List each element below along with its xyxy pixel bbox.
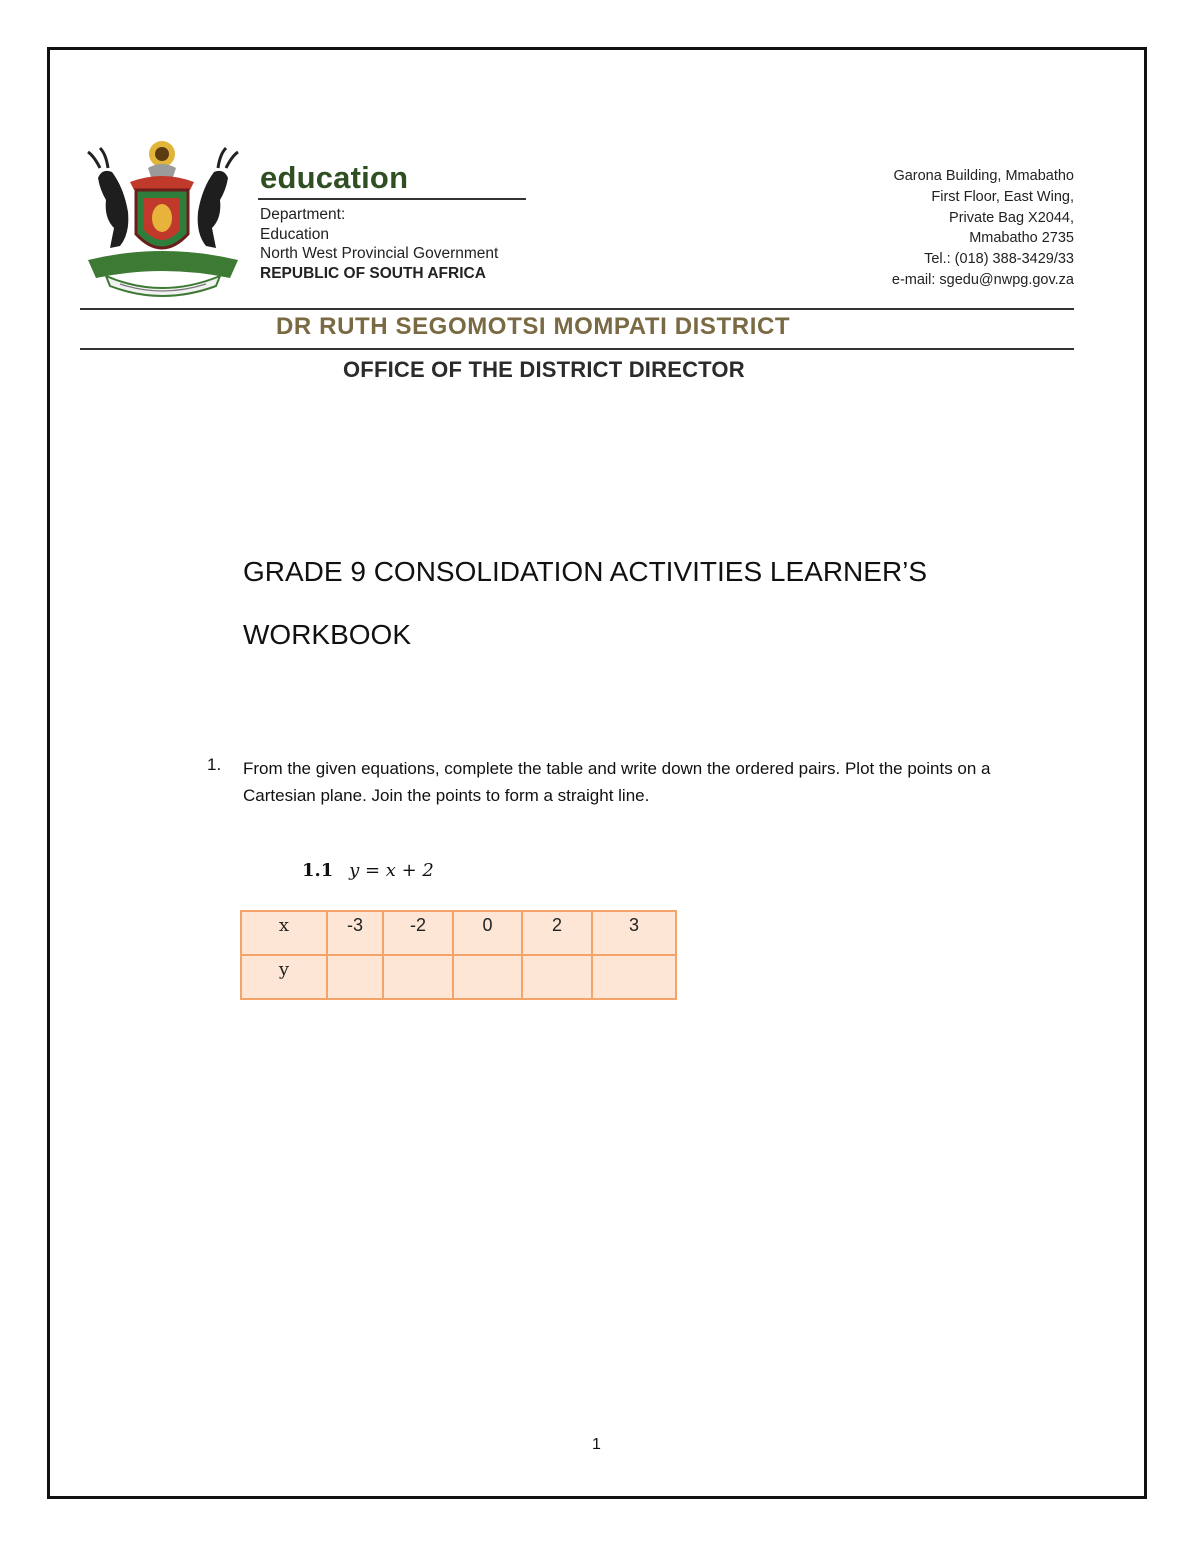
address-line: Private Bag X2044, [949,209,1074,226]
department-block [260,205,498,283]
row-label-y: y [241,955,327,999]
department-line: North West Provincial Government [260,245,499,262]
logo-divider [258,198,526,200]
title-line-1: GRADE 9 CONSOLIDATION ACTIVITIES LEARNER’S [243,556,928,587]
district-name: DR RUTH SEGOMOTSI MOMPATI DISTRICT [276,313,791,340]
department-line: Department: [260,206,346,223]
y-answer-cell[interactable] [453,955,522,999]
row-label-x: x [241,911,327,955]
header-rule-top [80,308,1074,310]
title-line-2: WORKBOOK [243,619,412,650]
address-line: First Floor, East Wing, [931,188,1074,205]
y-answer-cell[interactable] [327,955,383,999]
sub-question-number: 1.1 [302,860,334,881]
y-answer-cell[interactable] [522,955,592,999]
x-value-cell: 0 [453,911,522,955]
x-value-cell: 2 [522,911,592,955]
x-value-cell: 3 [592,911,676,955]
coat-of-arms-icon [80,138,246,298]
x-value-cell: -2 [383,911,453,955]
address-block [892,166,1074,291]
table-row-x [241,911,676,955]
table-row-y [241,955,676,999]
x-value-cell: -3 [327,911,383,955]
address-line: Mmabatho 2735 [969,230,1074,247]
page-number: 1 [592,1436,601,1453]
y-answer-cell[interactable] [592,955,676,999]
address-line: e-mail: sgedu@nwpg.gov.za [891,271,1074,288]
sub-question [302,860,434,881]
question-number: 1. [207,755,222,774]
header-rule-bottom [80,348,1074,350]
page-title [243,540,927,666]
address-line: Tel.: (018) 388-3429/33 [924,251,1074,268]
equation: y = x + 2 [349,860,434,881]
xy-table [240,910,677,1000]
education-logo-word: education [260,160,409,195]
question-text: From the given equations, complete the table and write down the ordered pairs. Plot the points on a Cartesian plane. Join the points to form a straight line. [243,759,991,805]
y-answer-cell[interactable] [383,955,453,999]
department-line: Education [260,225,329,243]
country-name: REPUBLIC OF SOUTH AFRICA [260,264,486,282]
address-line: Garona Building, Mmabatho [893,168,1074,184]
office-name: OFFICE OF THE DISTRICT DIRECTOR [343,357,745,382]
